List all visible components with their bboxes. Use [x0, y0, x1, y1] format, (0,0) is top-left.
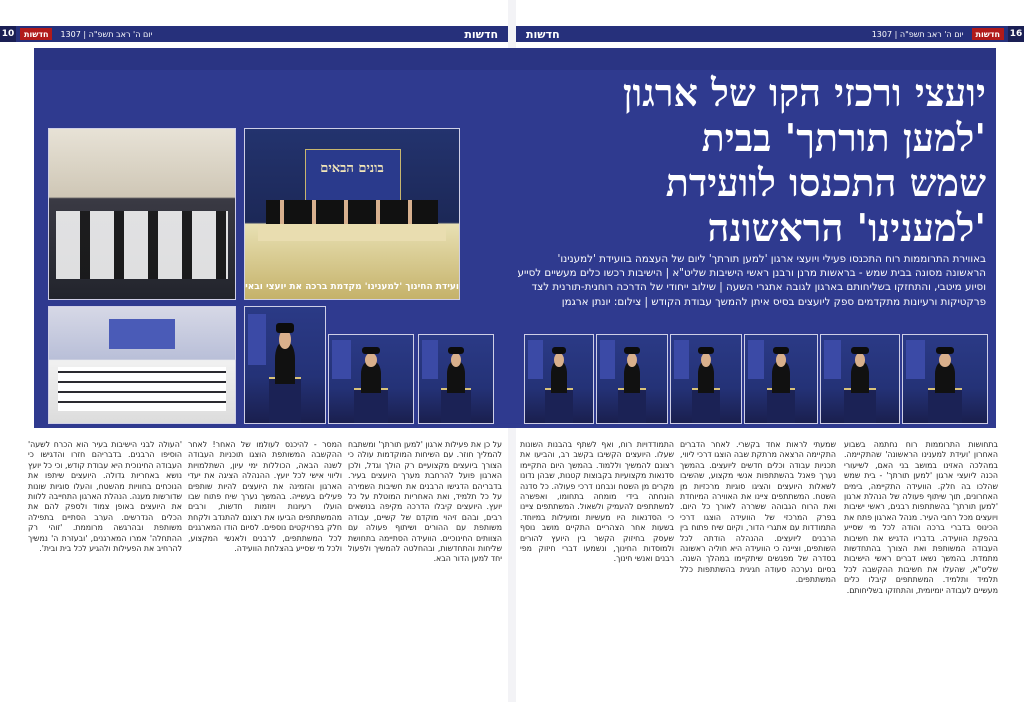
photo-stage: [244, 128, 460, 300]
stage-banner: [305, 149, 401, 202]
column-text: שמעתי לראות אחד בקשרי. לאחר הדברים התקיימה הרצאה מרתקת שבה הוצגו דרכי ליווי, תכניות עבודה וכלים חדשים ליועצים. בהמשך נערך פאנל בהשתתפות אנשי מקצוע, שהשיבו לשאלות היועצים והציגו סוגיות מרכזיות מן השטח. המשתתפים ציינו את האווירה המיוחדת ואת הרוח הגבוהה ששררה לאורך כל היום. בפרק המרכזי של הוועידה הוצגו דרכי התמודדות עם אתגרי הדור, וקיום שיח פתוח בין הרבנים ליועצים. ההנהלה הודתה לכל השותפים, וציינה כי הוועידה היא חוליה ראשונה בסדרה של מפגשים שיתקיימו במהלך השנה. בסיום נערכה סעודה חגיגית בהשתתפות כלל המשתתפים.: [680, 440, 836, 585]
article-headline: [516, 70, 986, 250]
photo-tables: [56, 211, 227, 279]
brand-logo-left: חדשות: [20, 28, 52, 40]
speaker-face: [939, 353, 951, 367]
speaker-photo-7: [744, 334, 818, 424]
speaker-photo-8: [820, 334, 900, 424]
speaker-hat: [362, 347, 380, 354]
hero-stripe: [34, 48, 996, 70]
speaker-photo-4: [524, 334, 594, 424]
speaker-banner: [600, 340, 615, 379]
speaker-banner: [748, 340, 764, 379]
speaker-banner: [248, 314, 266, 365]
speaker-hat: [552, 347, 567, 354]
speaker-banner: [906, 340, 924, 379]
section-title-right: חדשות: [526, 27, 560, 41]
column-text: בתחושות התרוממות רוח נחתמה בשבוע האחרון 'ועידת למענינו הראשונה' שהתקיימה. במהלכה האזינו במושב בני האם, לשיעורי הכנה ליועצי ארגון 'למען תורתך' - בית שמש שהלכו בה חלק. הוועידה התקיימה, בימים האחרונים, תוך שיתוף פעולה של הנהלת ארגון 'למען תורתך' בהשתתפות רבנים, ראשי ישיבות ויועצים מכל רחבי העיר. מנהל הארגון פתח את הכינוס בדברי ברכה והודה לכל מי שסייע בהפקת הוועידה. בדבריו הדגיש את חשיבות העבודה המשותפת ואת הצורך בהתחדשות מתמדת. בהמשך נשאו דברים ראשי הישיבות שליט"א, שהעלו את חשיבות ההקשבה לכל תלמיד ותלמיד. המשתתפים קיבלו כלים מעשיים לעבודה יומיומית, והתחזקו בשליחותם.: [844, 440, 998, 595]
speaker-face: [365, 353, 377, 367]
article-column-4: [348, 440, 502, 695]
issue-info-left: יום ה' ראב תשפ"ה | 1307: [60, 29, 153, 39]
section-title-left: חדשות: [464, 27, 498, 41]
hall-rows: [58, 367, 225, 411]
stage-footer-text: ועידת החינוך 'למענינו' מקדמת ברכה את יועצי ובאי: [245, 282, 459, 293]
photo-conference-room: [48, 128, 236, 300]
brand-logo-right: חדשות: [972, 28, 1004, 40]
headline-line-2: 'למען תורתך' בבית: [701, 115, 986, 160]
column-text: 'העולה לבני הישיבות בעיר הוא הכרח לשעה' הוסיפו הרבנים. בדבריהם חזרו והדגישו כי העבודה החינוכית היא עבודת קודש, וכי כל יועץ נושא באחריות גדולה. היועצים שיתפו את הנוכחים בחוויות מהשטח, והעלו סוגיות שונות שדורשות מענה. הנהלת הארגון התחייבה ללוות את היועצים באופן צמוד ולספק להם את הכלים הנדרשים. הערב הסתיים בתפילה משותפת ובהרגשה מרוממת. 'זוהי רק ההתחלה' אמרו המארגנים, 'ובעזרת ה' נמשיך להרחיב את הפעילות ולהגיע לכל בית ובית'.: [28, 440, 182, 554]
speaker-face: [451, 353, 461, 367]
speaker-face: [701, 353, 711, 367]
speaker-banner: [422, 340, 438, 379]
speaker-hat: [936, 347, 954, 354]
speaker-photo-3: [418, 334, 494, 424]
article-column-5: [188, 440, 342, 695]
headline-line-4: 'למענינו' הראשונה: [707, 205, 986, 250]
speaker-face: [627, 353, 637, 367]
photo-lecture-hall: [48, 306, 236, 424]
stage-people: [266, 200, 437, 224]
page-header-left: [0, 26, 508, 42]
speaker-face: [554, 353, 564, 367]
speaker-face: [279, 330, 290, 349]
speaker-face: [776, 353, 786, 367]
article-column-6: [28, 440, 182, 695]
stage-banner-text: בונים הבאים: [320, 160, 384, 176]
speaker-banner: [528, 340, 543, 379]
speaker-banner: [332, 340, 350, 379]
speaker-hat: [624, 347, 639, 354]
issue-info-right: יום ה' ראב תשפ"ה | 1307: [871, 29, 964, 39]
page-number-right: 16: [1008, 26, 1024, 42]
speaker-hat: [773, 347, 789, 354]
speaker-photo-2: [328, 334, 414, 424]
headline-line-1: יועצי ורכזי הקו של ארגון: [622, 70, 986, 115]
speaker-hat: [851, 347, 868, 354]
speaker-banner: [824, 340, 841, 379]
speaker-photo-9: [902, 334, 988, 424]
speaker-podium: [269, 377, 301, 423]
article-column-2: [680, 440, 836, 695]
speaker-photo-5: [596, 334, 668, 424]
speaker-hat: [276, 323, 294, 332]
speaker-photo-6: [670, 334, 742, 424]
column-text: התמודדויות רוח, ואף לשתף בהבנות השונות שעלו. היועצים הקשיבו בקשב רב, והביעו את רצונם להמשיך וללמוד. בהמשך היום התקיימו סדנאות מקצועיות בקבוצות קטנות, שבהן נדונו מקרים מן השטח ונבחנו דרכי פעולה. כל סדנה הונחתה בידי מומחה בתחומו, ואפשרה למשתתפים להעמיק ולשאול. המשתתפים ציינו כי הסדנאות היו מעשיות ומועילות במיוחד. בשעות אחר הצהריים התקיים מושב נוסף שעסק בחיזוק הקשר בין היועץ להורים ולמוסדות החינוך, ונשמעו דברי חיזוק מפי רבנים ואנשי חינוך.: [520, 440, 674, 564]
speaker-banner: [674, 340, 689, 379]
hall-screen: [109, 319, 176, 349]
article-subhead: באווירת התרוממות רוח התכנסו פעילי ויועצי ארגון 'למען תורתך' ליום של העצמה בוועידת 'למענינו' הראשונה מסונה בבית שמש - בראשות מרנן ורבנן ראשי הישיבות שליט"א | הישיבות רכשו כלים מעשיים לסייע וסיוע מיטבי, והתחזקו בשליחותם בארגון לגובה אתגרי השעה | שילוב ייחודי של הדרכה רוחנית-תורנית לצד פרקטיקות ורעיונות מתקדמים ספק ליועצים בסיס איתן להמשך עבודת הקודש | צילום: יונתן ארגמן: [517, 253, 986, 308]
article-column-1: [844, 440, 998, 695]
column-text: המסר - להיכנס לעולמו של האחר! לאחר ההקשבה המשותפת הוצגו תוכניות העבודה לשנה הבאה, הכוללות ימי עיון, השתלמויות וליווי אישי לכל יועץ. ההנהלה הציגה את יעדי הארגון והזמינה את היועצים להיות שותפים פעילים בעשייה. בהמשך נערך שיח פתוח שבו הועלו רעיונות ויוזמות חדשות, ורבים מהמשתתפים הביעו את רצונם להתנדב ולקחת חלק בפרויקטים נוספים. לסיום הודו המארגנים לכל המשתתפים, לרבנים ולאנשי המקצוע, ולכל מי שסייע בהצלחת הוועידה.: [188, 440, 342, 554]
page-number-left: 10: [0, 26, 16, 42]
stage-table: [258, 224, 446, 241]
article-column-3: [520, 440, 674, 695]
page-header-right: [516, 26, 1024, 42]
speaker-face: [855, 353, 866, 367]
speaker-hat: [698, 347, 713, 354]
headline-line-3: שמש התכנסו לוועידת: [665, 160, 986, 205]
speaker-hat: [448, 347, 464, 354]
column-text: על כן את פעילות ארגון 'למען תורתך' ומשתבח להמליך חוזר. עם השיחות המוקדמות עולה כי הצורך ביועצים מקצועיים רק הולך וגדל, ולכן הארגון פועל להרחבת מערך היועצים בעיר. בדבריהם הדגישו הרבנים את חשיבות השמירה על כל תלמיד, ואת האחריות המוטלת על כל יועץ. היועצים קיבלו הדרכה מקיפה בנושאים רבים, ובהם זיהוי מוקדם של קשיים, עבודה משותפת עם ההורים ושיתוף פעולה עם הצוותים החינוכיים. הוועידה הסתיימה בתחושת שליחות והתחדשות, ובהחלטה להמשיך ולפעול יחד למען הדור הבא.: [348, 440, 502, 564]
speaker-photo-1: [244, 306, 326, 424]
